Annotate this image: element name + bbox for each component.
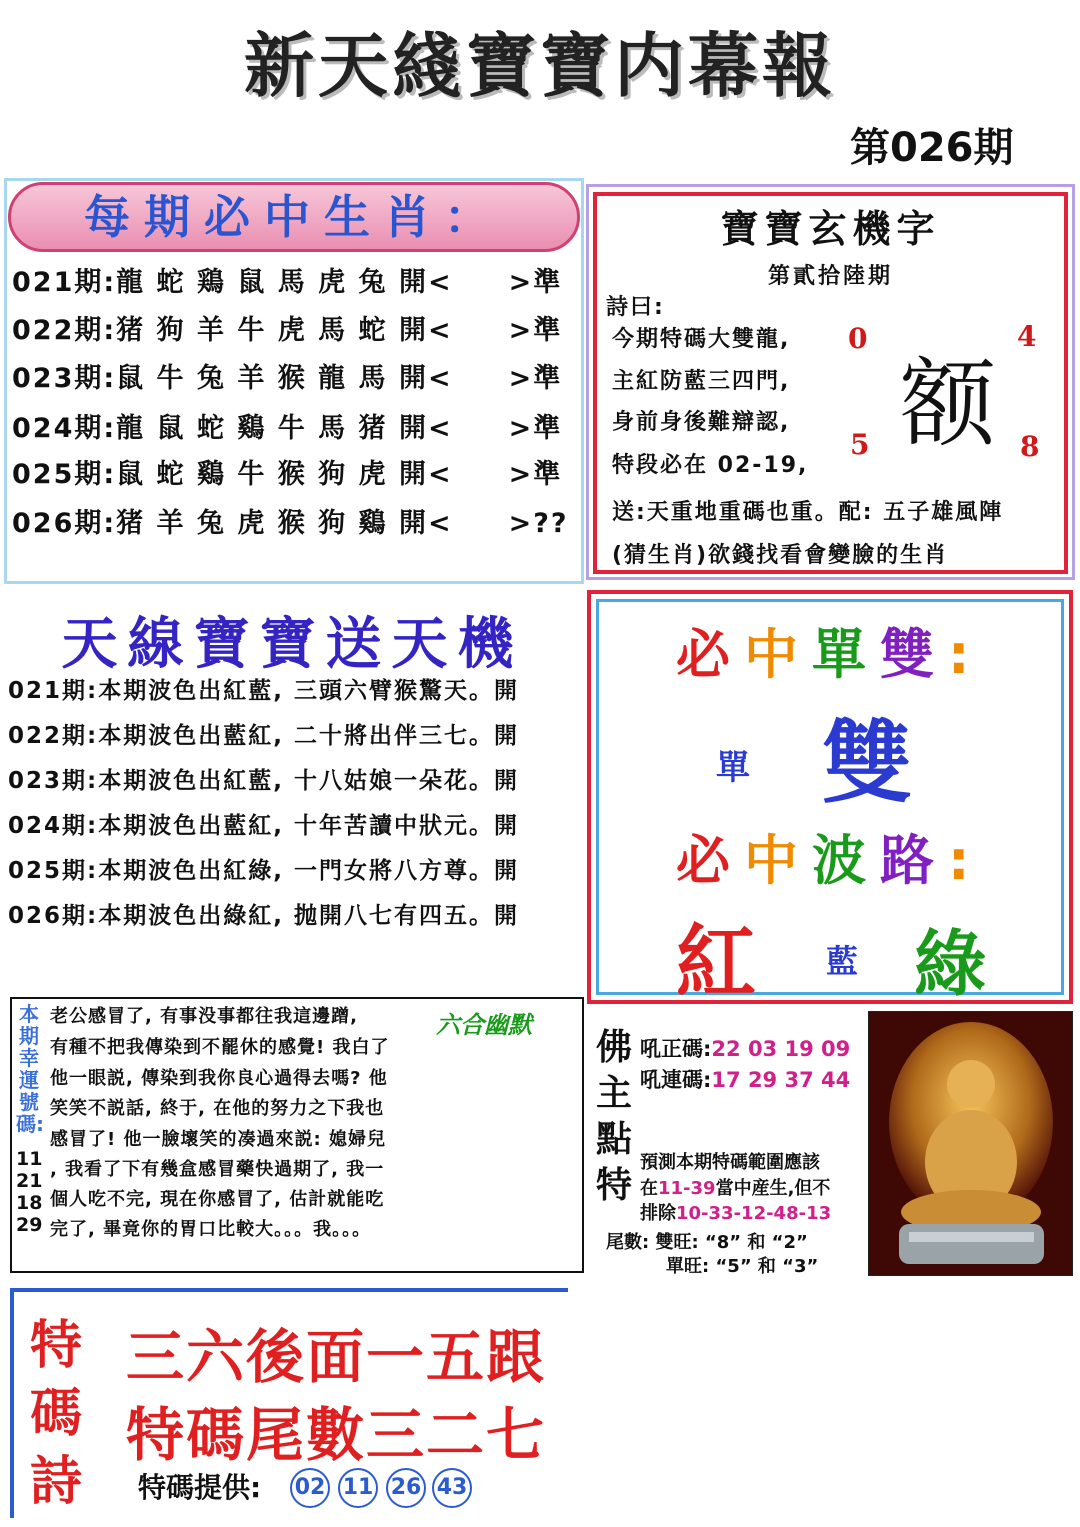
zodiac-row: 021期:龍 蛇 鶏 鼠 馬 虎 兔 開< >準 xyxy=(12,267,563,298)
zodiac-row: 026期:猪 羊 兔 虎 猴 狗 鷄 開< >?? xyxy=(12,508,569,539)
wave-row: 024期:本期波色出藍紅, 十年苦讀中狀元。開 xyxy=(8,813,519,839)
wave-row: 022期:本期波色出藍紅, 二十將出伴三七。開 xyxy=(8,723,519,749)
buddha-label: 佛主點特 xyxy=(595,1027,632,1206)
number-ball: 26 xyxy=(386,1468,426,1508)
buddha-image xyxy=(868,1011,1073,1276)
joke-line: 老公感冒了, 有事没事都往我這邊蹭, xyxy=(50,1006,358,1027)
special-poem-line: 特碼尾數三二七 xyxy=(126,1401,547,1469)
zodiac-title: 每期必中生肖： xyxy=(84,190,504,244)
provide-label: 特碼提供: xyxy=(138,1471,262,1504)
even-label: 雙 xyxy=(822,711,912,816)
odd-label: 單 xyxy=(716,748,750,788)
corner-number: 0 xyxy=(848,322,868,355)
wave-row: 026期:本期波色出綠紅, 抛開八七有四五。開 xyxy=(8,903,519,929)
page-title: 新天綫寶寶内幕報 xyxy=(244,25,836,107)
issue-number: 第026期 xyxy=(850,125,1014,171)
special-poem-line: 三六後面一五跟 xyxy=(126,1323,547,1391)
joke-line: 個人吃不完, 現在你感冒了, 估計就能吃 xyxy=(50,1189,385,1210)
tail-numbers: 單旺: “5” 和 “3” xyxy=(666,1256,819,1277)
zodiac-row: 023期:鼠 牛 兔 羊 猴 龍 馬 開< >準 xyxy=(12,363,563,394)
prediction-line: 預測本期特碼範圍應該 xyxy=(640,1152,820,1173)
prediction-line: 在11-39當中産生,但不 xyxy=(640,1178,831,1199)
tail-numbers: 尾數: 雙旺: “8” 和 “2” xyxy=(606,1232,808,1253)
wave-row: 025期:本期波色出紅綠, 一門女將八方尊。開 xyxy=(8,858,519,884)
wave-row: 023期:本期波色出紅藍, 十八姑娘一朵花。開 xyxy=(8,768,519,794)
corner-number: 8 xyxy=(1020,430,1040,463)
humor-tag: 六合幽默 xyxy=(436,1011,532,1039)
machine-title: 寶寶玄機字 xyxy=(720,207,941,251)
machine-subtitle: 第貳拾陸期 xyxy=(767,264,893,289)
number-ball: 43 xyxy=(432,1468,472,1508)
poem-label: 詩曰: xyxy=(606,295,665,320)
poem-line: 身前身後難辯認, xyxy=(612,410,791,435)
zodiac-row: 025期:鼠 蛇 鷄 牛 猴 狗 虎 開< >準 xyxy=(12,459,563,490)
special-poem-label: 特碼詩 xyxy=(29,1316,82,1512)
zodiac-row: 024期:龍 鼠 蛇 鷄 牛 馬 猪 開< >準 xyxy=(12,413,563,444)
red-label: 紅 xyxy=(676,916,756,1009)
buddha-icon xyxy=(869,1012,1073,1276)
zheng-numbers: 吼正碼:22 03 19 09 xyxy=(640,1037,851,1061)
poem-line: 今期特碼大雙龍, xyxy=(612,327,791,352)
number-ball: 02 xyxy=(290,1468,330,1508)
corner-number: 4 xyxy=(1017,320,1037,353)
machine-hint: (猜生肖)欲錢找看會變臉的生肖 xyxy=(612,543,949,568)
joke-line: 完了, 畢竟你的胃口比較大。。。我。。。 xyxy=(50,1219,372,1240)
waveroad-title: 必中波路: xyxy=(676,829,984,892)
lucky-number-label: 本期幸運號碼: xyxy=(16,1002,44,1136)
lucky-numbers: 11 21 18 29 xyxy=(16,1148,43,1236)
mystery-character: 额 xyxy=(900,348,996,460)
green-label: 綠 xyxy=(914,922,987,1006)
blue-label: 藍 xyxy=(826,942,859,980)
joke-line: 笑笑不説話, 終于, 在他的努力之下我也 xyxy=(50,1098,385,1119)
prediction-line: 排除10-33-12-48-13 xyxy=(640,1203,832,1224)
joke-line: , 我看了下有幾盒感冒藥快過期了, 我一 xyxy=(50,1159,385,1180)
wave-row: 021期:本期波色出紅藍, 三頭六臂猴驚天。開 xyxy=(8,678,519,704)
lian-numbers: 吼連碼:17 29 37 44 xyxy=(640,1068,851,1092)
joke-line: 他一眼説, 傳染到我你良心過得去嗎? 他 xyxy=(50,1068,388,1089)
machine-hint: 送:天重地重碼也重。配: 五子雄風陣 xyxy=(612,500,1004,525)
joke-line: 感冒了! 他一臉壞笑的凑過來説: 媳婦兒 xyxy=(50,1129,386,1150)
zodiac-row: 022期:猪 狗 羊 牛 虎 馬 蛇 開< >準 xyxy=(12,315,563,346)
corner-number: 5 xyxy=(850,428,870,461)
wave-title: 天線寶寶送天機 xyxy=(61,612,524,677)
oddeven-title: 必中單雙: xyxy=(676,623,984,686)
poem-line: 主紅防藍三四門, xyxy=(612,369,791,394)
poem-line: 特段必在 02-19, xyxy=(612,453,809,478)
number-ball: 11 xyxy=(338,1468,378,1508)
joke-line: 有種不把我傳染到不罷休的感覺! 我白了 xyxy=(50,1037,390,1058)
